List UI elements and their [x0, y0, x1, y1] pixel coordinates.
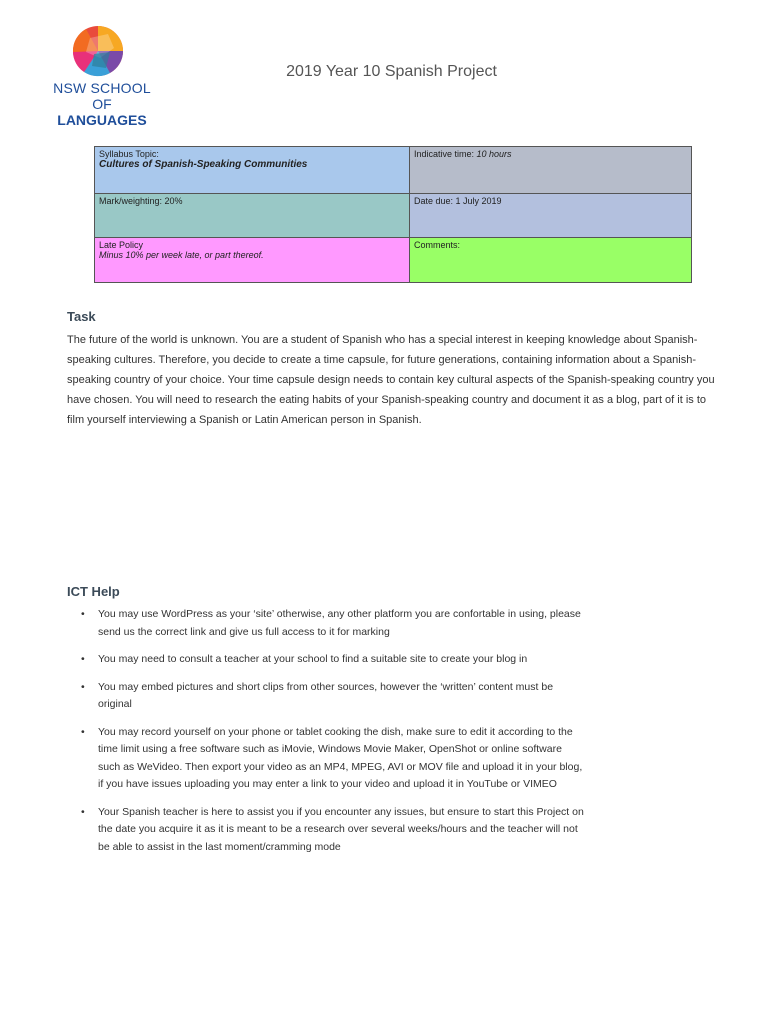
- list-item-text: You may use WordPress as your ‘site’ otherwise, any other platform you are confortable in using, please send us the correct link and give us full access to it for marking: [98, 608, 581, 638]
- late-cell: [95, 238, 410, 283]
- ict-help-list: [67, 606, 587, 866]
- time-cell: [410, 147, 692, 194]
- list-item: [67, 651, 587, 669]
- bullet: •: [81, 653, 85, 665]
- bullet: •: [81, 725, 85, 738]
- ict-heading: ICT Help: [67, 584, 120, 599]
- comments-label: Comments:: [414, 240, 461, 250]
- list-item-text: Your Spanish teacher is here to assist you if you encounter any issues, but ensure to start this Project on the date you acquire it as it is meant to be a research over several weeks/hours and the teacher will not be able to assist in the last moment/cramming mode: [98, 805, 584, 853]
- due-label: Date due: 1 July 2019: [414, 196, 502, 206]
- list-item: [67, 804, 587, 857]
- late-label: Late Policy: [99, 240, 144, 250]
- due-cell: [410, 194, 692, 238]
- logo-line-2-prefix: OF: [92, 96, 112, 112]
- bullet: •: [81, 608, 85, 620]
- logo-line-2: [52, 96, 152, 128]
- mark-cell: [95, 194, 410, 238]
- logo-line-2-bold: LANGUAGES: [57, 112, 147, 128]
- syllabus-label: Syllabus Topic:: [99, 149, 159, 159]
- task-body: The future of the world is unknown. You are a student of Spanish who has a special interest in keeping knowledge about Spanish-speaking cultures. Therefore, you decide to create a time capsule, for future generations, containing information about a Spanish-speaking country of your choice. Your time capsule design needs to contain key cultural aspects of the Spanish-speaking country you have chosen. You will need to research the eating habits of your Spanish-speaking country and document it as a blog, part of it is to film yourself interviewing a Spanish or Latin American person in Spanish.: [67, 334, 715, 426]
- list-item: [67, 679, 587, 714]
- list-item-text: You may embed pictures and short clips from other sources, however the ‘written’ content must be original: [98, 680, 554, 710]
- bullet: •: [81, 805, 85, 818]
- list-item: [67, 724, 587, 794]
- project-info-table: [94, 146, 692, 283]
- list-item: [67, 606, 587, 641]
- page-title: 2019 Year 10 Spanish Project: [286, 63, 497, 80]
- syllabus-cell: [95, 147, 410, 194]
- time-label: Indicative time:: [414, 149, 477, 159]
- list-item-text: You may record yourself on your phone or tablet cooking the dish, make sure to edit it according to the time limit using a free software such as iMovie, Windows Movie Maker, OpenShot or online software such as WeVideo. Then export your video as an MP4, MPEG, AVI or MOV file and upload it in your blog, if you have issues uploading you may enter a link to your video and upload it in YouTube or VIMEO: [98, 725, 583, 790]
- time-value: 10 hours: [476, 149, 512, 159]
- logo-line-1: NSW SCHOOL: [53, 80, 151, 96]
- late-value: Minus 10% per week late, or part thereof.: [99, 250, 264, 260]
- task-heading: Task: [67, 309, 96, 324]
- list-item-text: You may need to consult a teacher at your school to find a suitable site to create your blog in: [98, 653, 528, 665]
- bullet: •: [81, 680, 85, 693]
- mark-label: Mark/weighting: 20%: [99, 196, 183, 206]
- syllabus-value: Cultures of Spanish-Speaking Communities: [99, 159, 308, 170]
- comments-cell: [410, 238, 692, 283]
